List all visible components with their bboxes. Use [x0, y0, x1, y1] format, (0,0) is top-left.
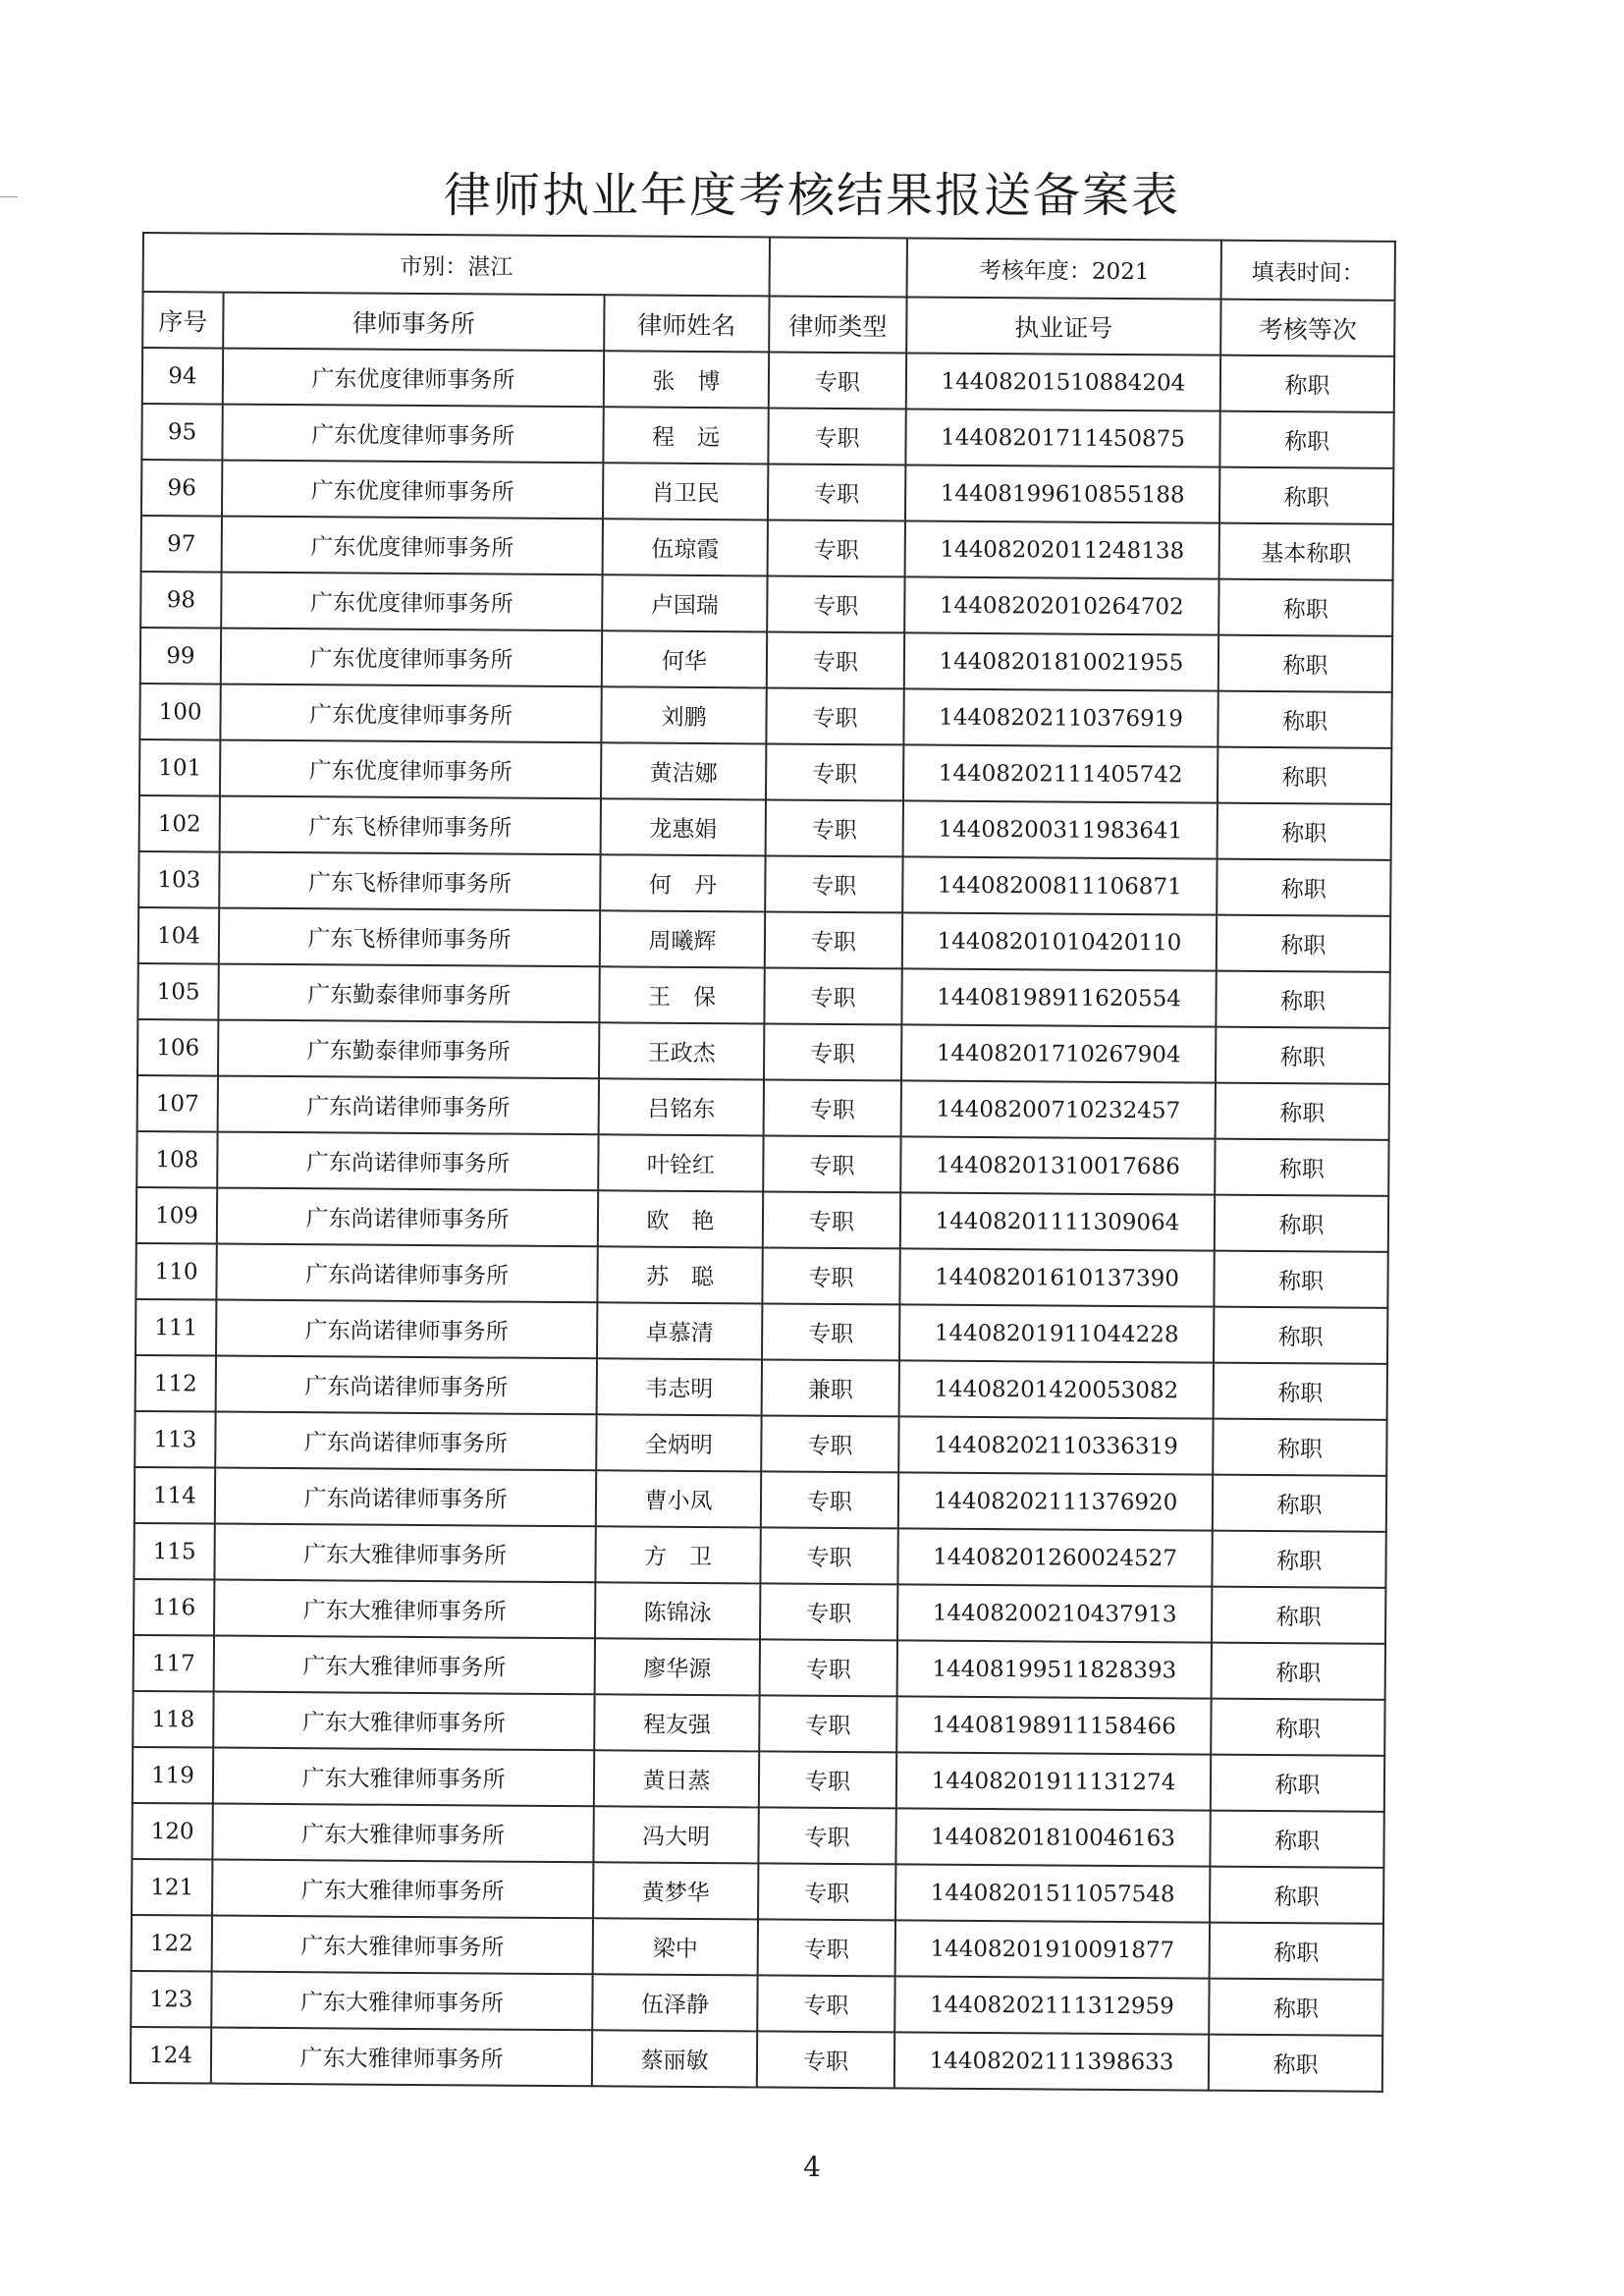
- row-grade: 称职: [1217, 859, 1390, 916]
- table-row: [138, 851, 1390, 916]
- row-type: 专职: [765, 855, 902, 912]
- row-name: 韦志明: [597, 1358, 762, 1415]
- row-grade: 称职: [1218, 579, 1392, 636]
- row-firm: 广东大雅律师事务所: [213, 1748, 594, 1807]
- row-type: 专职: [767, 575, 904, 632]
- row-grade: 称职: [1214, 1363, 1387, 1420]
- row-license: 14408201510884204: [906, 353, 1220, 410]
- row-firm: 广东优度律师事务所: [220, 740, 601, 799]
- table-row: [136, 1131, 1388, 1196]
- row-type: 专职: [759, 1751, 896, 1808]
- row-seq: 105: [137, 963, 218, 1020]
- row-firm: 广东尚诺律师事务所: [215, 1468, 596, 1527]
- table-row: [134, 1635, 1385, 1700]
- row-license: 14408198911158466: [896, 1696, 1211, 1754]
- row-license: 14408201610137390: [899, 1248, 1214, 1306]
- assessment-table: [130, 232, 1396, 2093]
- row-firm: 广东优度律师事务所: [222, 405, 603, 464]
- row-firm: 广东大雅律师事务所: [214, 1580, 595, 1639]
- table-row: [133, 1691, 1384, 1756]
- row-name: 卢国瑞: [602, 574, 767, 631]
- row-firm: 广东大雅律师事务所: [213, 1692, 594, 1751]
- row-seq: 120: [132, 1803, 212, 1860]
- empty-meta-cell: [770, 237, 907, 297]
- row-grade: 称职: [1214, 1251, 1387, 1308]
- header-name: 律师姓名: [604, 295, 769, 352]
- row-firm: 广东大雅律师事务所: [212, 1860, 593, 1919]
- row-seq: 104: [138, 907, 219, 964]
- row-firm: 广东尚诺律师事务所: [216, 1300, 597, 1359]
- table-row: [137, 1075, 1389, 1140]
- row-grade: 称职: [1219, 411, 1393, 468]
- row-seq: 119: [133, 1747, 213, 1804]
- row-firm: 广东飞桥律师事务所: [219, 852, 600, 911]
- row-grade: 称职: [1210, 1923, 1383, 1980]
- year-cell: 考核年度：2021: [907, 238, 1221, 299]
- row-license: 14408202011248138: [905, 520, 1219, 578]
- row-seq: 106: [137, 1019, 218, 1076]
- row-license: 14408199610855188: [905, 465, 1219, 522]
- page-title: 律师执业年度考核结果报送备案表: [443, 168, 1180, 223]
- row-grade: 称职: [1210, 1867, 1383, 1924]
- row-grade: 称职: [1213, 1475, 1386, 1532]
- table-row: [141, 460, 1393, 524]
- row-firm: 广东尚诺律师事务所: [215, 1412, 596, 1471]
- meta-row: [143, 233, 1395, 301]
- row-firm: 广东优度律师事务所: [223, 349, 604, 408]
- row-name: 何 丹: [600, 854, 765, 911]
- row-firm: 广东勤泰律师事务所: [218, 964, 599, 1023]
- header-firm: 律师事务所: [223, 293, 604, 352]
- row-firm: 广东勤泰律师事务所: [218, 1020, 599, 1079]
- table-row: [135, 1467, 1386, 1532]
- table-row: [136, 1187, 1388, 1252]
- row-name: 刘鹏: [601, 686, 766, 743]
- row-license: 14408202111398633: [894, 2032, 1209, 2090]
- row-seq: 117: [134, 1635, 214, 1692]
- row-license: 14408201710267904: [901, 1024, 1216, 1082]
- row-license: 14408201111309064: [900, 1192, 1215, 1250]
- table-row: [135, 1355, 1387, 1420]
- table-row: [140, 628, 1392, 692]
- row-type: 专职: [757, 2031, 894, 2088]
- row-name: 蔡丽敏: [592, 2030, 757, 2087]
- table-row: [137, 963, 1389, 1028]
- row-seq: 107: [137, 1075, 218, 1132]
- row-name: 龙惠娟: [601, 798, 766, 855]
- row-license: 14408200210437913: [897, 1584, 1212, 1642]
- row-name: 程 远: [603, 407, 768, 464]
- row-name: 陈锦泳: [595, 1582, 760, 1639]
- row-seq: 115: [134, 1523, 214, 1580]
- row-license: 14408201911044228: [899, 1304, 1214, 1362]
- row-type: 专职: [769, 352, 906, 409]
- row-name: 周曦辉: [600, 910, 765, 967]
- row-firm: 广东大雅律师事务所: [212, 1916, 593, 1975]
- row-seq: 99: [140, 628, 221, 684]
- row-name: 黄日蒸: [594, 1750, 759, 1807]
- fill-time-cell: 填表时间：: [1221, 241, 1395, 301]
- row-seq: 109: [136, 1187, 217, 1244]
- table-row: [142, 348, 1394, 412]
- row-firm: 广东优度律师事务所: [221, 573, 602, 631]
- row-type: 专职: [766, 799, 903, 856]
- row-name: 卓慕清: [597, 1302, 762, 1359]
- row-seq: 116: [134, 1579, 214, 1636]
- row-type: 专职: [764, 1079, 901, 1136]
- row-type: 专职: [757, 1975, 894, 2032]
- row-name: 廖华源: [595, 1638, 760, 1695]
- row-type: 专职: [758, 1807, 895, 1864]
- row-license: 14408200311983641: [903, 800, 1218, 858]
- row-license: 14408202110376919: [903, 688, 1218, 746]
- row-grade: 称职: [1214, 1307, 1387, 1364]
- row-grade: 称职: [1215, 1139, 1388, 1196]
- row-firm: 广东飞桥律师事务所: [219, 908, 600, 967]
- row-type: 专职: [767, 631, 904, 688]
- row-license: 14408201910091877: [895, 1920, 1210, 1978]
- row-name: 伍泽静: [592, 1974, 757, 2031]
- row-type: 兼职: [762, 1359, 899, 1416]
- row-name: 欧 艳: [598, 1190, 763, 1247]
- row-type: 专职: [768, 464, 905, 520]
- row-seq: 95: [141, 404, 222, 461]
- row-type: 专职: [758, 1863, 895, 1920]
- row-type: 专职: [766, 687, 903, 744]
- row-seq: 112: [135, 1355, 216, 1412]
- row-license: 14408201260024527: [897, 1528, 1212, 1586]
- row-license: 14408202010264702: [904, 576, 1218, 634]
- row-seq: 114: [135, 1467, 215, 1524]
- table-row: [133, 1747, 1384, 1812]
- row-grade: 称职: [1218, 803, 1391, 860]
- row-type: 专职: [758, 1919, 895, 1976]
- row-firm: 广东大雅律师事务所: [214, 1636, 595, 1695]
- table-row: [131, 2027, 1382, 2092]
- row-grade: 称职: [1216, 1027, 1389, 1084]
- table-row: [137, 1019, 1389, 1084]
- row-license: 14408201310017686: [900, 1136, 1215, 1194]
- header-grade: 考核等次: [1220, 300, 1394, 356]
- row-type: 专职: [765, 911, 902, 968]
- row-license: 14408201711450875: [905, 409, 1219, 466]
- row-grade: 称职: [1220, 355, 1394, 412]
- row-name: 曹小凤: [596, 1470, 761, 1527]
- row-type: 专职: [760, 1639, 897, 1696]
- row-firm: 广东大雅律师事务所: [211, 1972, 592, 2031]
- table-row: [134, 1579, 1385, 1644]
- row-name: 伍琼霞: [603, 519, 768, 575]
- row-grade: 称职: [1209, 1979, 1382, 2036]
- row-license: 14408199511828393: [897, 1640, 1212, 1698]
- row-type: 专职: [761, 1471, 898, 1528]
- row-type: 专职: [762, 1247, 899, 1304]
- row-grade: 基本称职: [1219, 523, 1393, 580]
- table-row: [139, 683, 1391, 748]
- row-type: 专职: [764, 967, 901, 1024]
- row-license: 14408202111312959: [894, 1976, 1209, 2034]
- row-seq: 100: [139, 683, 220, 740]
- row-seq: 97: [141, 516, 222, 573]
- row-grade: 称职: [1212, 1587, 1385, 1644]
- row-name: 吕铭东: [599, 1078, 764, 1135]
- row-seq: 123: [131, 1971, 211, 2028]
- row-license: 14408201511057548: [895, 1864, 1210, 1922]
- row-license: 14408201010420110: [902, 912, 1217, 970]
- row-type: 专职: [760, 1583, 897, 1640]
- row-seq: 121: [132, 1859, 212, 1916]
- row-seq: 101: [139, 739, 220, 796]
- table-row: [132, 1915, 1383, 1980]
- row-type: 专职: [768, 408, 905, 465]
- row-seq: 122: [132, 1915, 212, 1972]
- row-firm: 广东优度律师事务所: [221, 629, 602, 687]
- row-grade: 称职: [1216, 1083, 1389, 1140]
- row-firm: 广东优度律师事务所: [222, 461, 603, 519]
- table-row: [134, 1523, 1385, 1588]
- table-row: [135, 1411, 1386, 1476]
- row-grade: 称职: [1211, 1699, 1384, 1756]
- row-seq: 124: [131, 2027, 211, 2084]
- row-grade: 称职: [1212, 1531, 1385, 1588]
- table-body: [131, 348, 1394, 2092]
- row-name: 黄梦华: [593, 1862, 758, 1919]
- row-license: 14408198911620554: [901, 968, 1216, 1026]
- row-type: 专职: [761, 1415, 898, 1472]
- row-name: 程友强: [594, 1694, 759, 1751]
- row-firm: 广东大雅律师事务所: [212, 1804, 593, 1863]
- row-grade: 称职: [1217, 915, 1390, 972]
- row-grade: 称职: [1218, 747, 1391, 804]
- row-license: 14408201810021955: [904, 632, 1218, 690]
- row-firm: 广东飞桥律师事务所: [220, 796, 601, 855]
- row-seq: 108: [136, 1131, 217, 1188]
- row-type: 专职: [759, 1695, 896, 1752]
- row-firm: 广东尚诺律师事务所: [217, 1188, 598, 1247]
- table-row: [132, 1803, 1383, 1868]
- row-license: 14408201810046163: [895, 1808, 1210, 1866]
- row-firm: 广东尚诺律师事务所: [218, 1076, 599, 1135]
- row-grade: 称职: [1219, 467, 1393, 524]
- row-license: 14408201911131274: [896, 1752, 1211, 1810]
- row-seq: 94: [142, 348, 223, 405]
- row-grade: 称职: [1213, 1419, 1386, 1476]
- row-firm: 广东尚诺律师事务所: [217, 1132, 598, 1191]
- table-row: [141, 404, 1393, 468]
- row-seq: 102: [139, 795, 220, 852]
- header-type: 律师类型: [769, 296, 906, 353]
- row-name: 冯大明: [593, 1806, 758, 1863]
- row-name: 叶铨红: [598, 1134, 763, 1191]
- row-type: 专职: [768, 519, 905, 576]
- row-type: 专职: [760, 1527, 897, 1584]
- row-seq: 111: [135, 1299, 216, 1356]
- row-name: 全炳明: [596, 1414, 761, 1471]
- row-license: 14408201420053082: [899, 1360, 1214, 1418]
- row-firm: 广东尚诺律师事务所: [216, 1244, 597, 1303]
- row-name: 王 保: [599, 966, 764, 1023]
- row-grade: 称职: [1216, 971, 1389, 1028]
- row-grade: 称职: [1210, 1811, 1383, 1868]
- row-name: 何华: [602, 630, 767, 687]
- row-seq: 98: [140, 572, 221, 629]
- row-license: 14408202111405742: [903, 744, 1218, 802]
- row-license: 14408200811106871: [902, 856, 1217, 914]
- table-row: [135, 1243, 1387, 1308]
- row-firm: 广东大雅律师事务所: [214, 1524, 595, 1583]
- table-row: [139, 795, 1391, 860]
- row-type: 专职: [763, 1191, 900, 1248]
- row-type: 专职: [764, 1023, 901, 1080]
- table-row: [139, 739, 1391, 804]
- row-license: 14408200710232457: [901, 1080, 1216, 1138]
- city-cell: 市别：湛江: [143, 233, 770, 296]
- table-row: [132, 1859, 1383, 1924]
- table-row: [135, 1299, 1387, 1364]
- table-row: [141, 516, 1393, 580]
- header-seq: 序号: [142, 292, 223, 349]
- header-row: [142, 292, 1394, 356]
- row-seq: 110: [135, 1243, 216, 1300]
- row-firm: 广东尚诺律师事务所: [216, 1356, 597, 1415]
- row-firm: 广东优度律师事务所: [220, 684, 601, 743]
- row-seq: 118: [133, 1691, 213, 1748]
- row-name: 肖卫民: [603, 463, 768, 519]
- row-type: 专职: [762, 1303, 899, 1360]
- header-license: 执业证号: [906, 297, 1220, 355]
- table-row: [131, 1971, 1382, 2036]
- row-name: 苏 聪: [597, 1246, 762, 1303]
- row-type: 专职: [766, 743, 903, 800]
- row-grade: 称职: [1218, 635, 1392, 692]
- row-seq: 113: [135, 1411, 215, 1468]
- row-grade: 称职: [1212, 1643, 1385, 1700]
- row-name: 梁中: [593, 1918, 758, 1975]
- row-name: 方 卫: [595, 1526, 760, 1583]
- row-name: 张 博: [604, 351, 769, 408]
- row-firm: 广东优度律师事务所: [222, 517, 603, 575]
- row-name: 王政杰: [599, 1022, 764, 1079]
- row-grade: 称职: [1215, 1195, 1388, 1252]
- row-grade: 称职: [1211, 1755, 1384, 1812]
- row-firm: 广东大雅律师事务所: [211, 2028, 592, 2087]
- table-row: [138, 907, 1390, 972]
- row-name: 黄洁娜: [601, 742, 766, 799]
- row-seq: 103: [138, 851, 219, 908]
- row-grade: 称职: [1209, 2035, 1382, 2092]
- row-grade: 称职: [1218, 691, 1391, 748]
- row-license: 14408202110336319: [898, 1416, 1213, 1474]
- row-seq: 96: [141, 460, 222, 517]
- row-type: 专职: [763, 1135, 900, 1192]
- row-license: 14408202111376920: [898, 1472, 1213, 1530]
- page-number: 4: [803, 2151, 821, 2183]
- table-row: [140, 572, 1392, 636]
